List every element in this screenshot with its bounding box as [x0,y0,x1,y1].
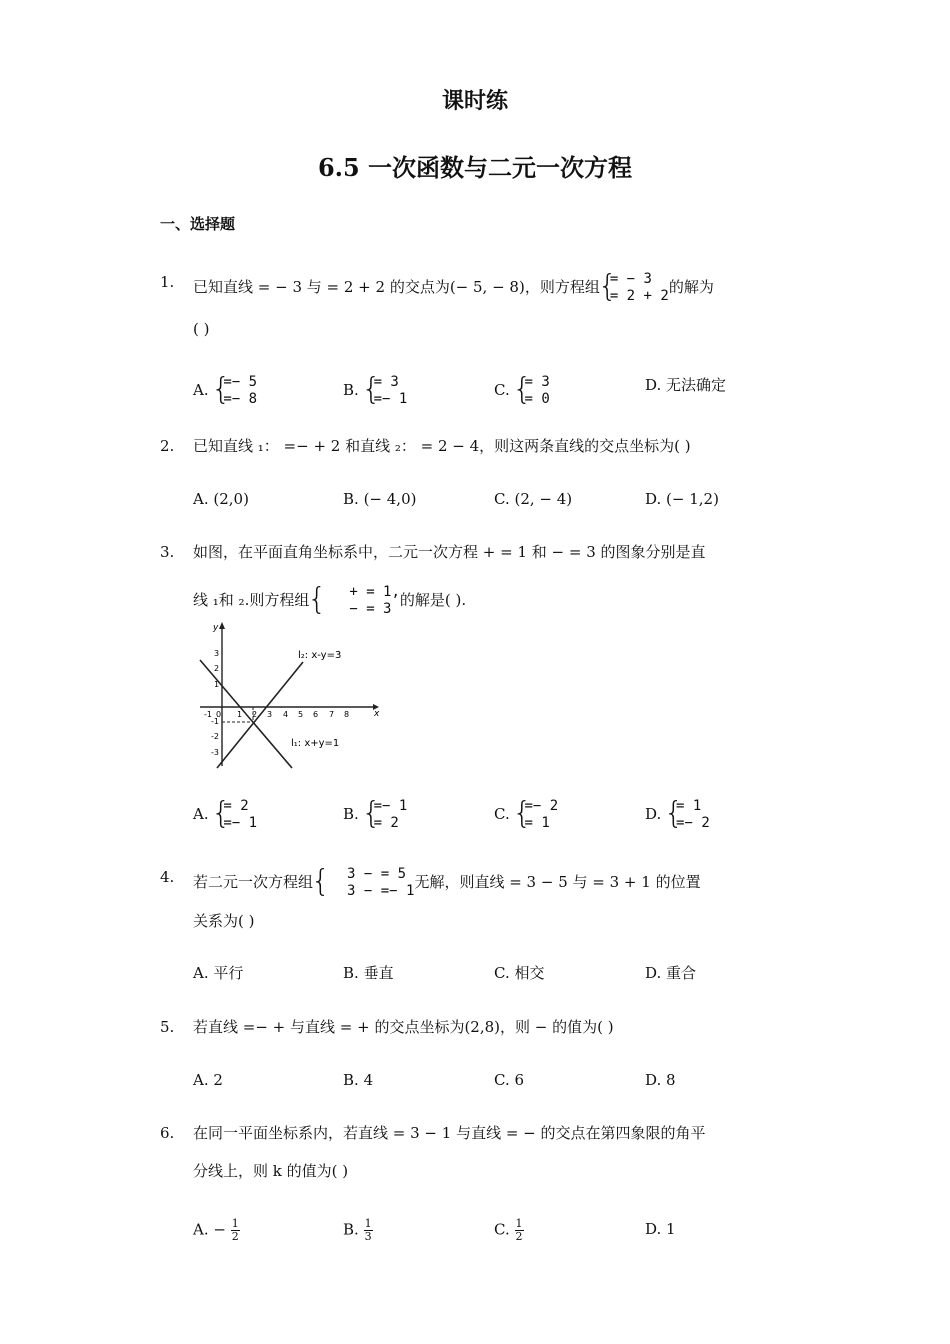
fraction: $\frac{1}{3}$ [364,1217,372,1243]
question-1-line-1: 已知直线 = − 3 与 = 2 + 2 的交点为(− 5, − 8)，则方程组 { = − 3 = 2 + 2 的解为 [193,271,714,305]
y-tick: 1 [214,680,220,689]
option-a[interactable]: A. { =− 5 =− 8 [193,374,257,408]
l1-label: l₁: x+y=1 [291,738,340,749]
equation-system: { = 3 =− 1 [364,374,408,408]
option-a[interactable]: A. { = 2 =− 1 [193,798,257,832]
x-tick: 0 [216,710,222,719]
x-ticks [204,710,349,719]
x-tick: 8 [344,710,350,719]
option-d[interactable]: D. 1 [645,1220,676,1238]
y-tick: -3 [211,748,219,757]
option-b[interactable]: B. { = 3 =− 1 [343,374,407,408]
question-4-line-2: 关系为( ) [193,912,255,930]
question-5-line-1: 若直线 =− + 与直线 = + 的交点坐标为(2,8)，则 − 的值为( ) [193,1018,614,1036]
section-heading: 一、选择题 [160,215,236,233]
x-tick: 5 [298,710,304,719]
option-a[interactable]: A. (2,0) [193,490,249,508]
y-tick: 2 [214,664,220,673]
coordinate-graph [195,620,380,770]
question-number: 6. [160,1124,175,1142]
x-tick: 2 [252,710,258,719]
x-axis-label: x [374,709,380,719]
option-c[interactable]: C. 6 [494,1071,525,1089]
question-3-line-1: 如图，在平面直角坐标系中，二元一次方程 + = 1 和 − = 3 的图象分别是直 [193,543,706,561]
equation-system: { + = 1, − = 3 [309,584,400,618]
equation-system: { = 2 =− 1 [213,798,257,832]
equation-system: { =− 1 = 2 [364,798,408,832]
line-l2 [217,662,303,768]
question-3-line-2: 线 ₁和 ₂.则方程组 { + = 1, − = 3 的解是( ). [193,584,466,618]
option-b[interactable]: B. (− 4,0) [343,490,417,508]
y-tick: -1 [211,717,219,726]
question-number: 4. [160,868,175,886]
option-b[interactable]: B. $\frac{1}{3}$ [343,1217,372,1243]
option-b[interactable]: B. 垂直 [343,964,394,982]
x-tick: 3 [267,710,273,719]
question-2-line-1: 已知直线 ₁： =− + 2 和直线 ₂： = 2 − 4，则这两条直线的交点坐标为( ) [193,437,691,455]
option-a[interactable]: A. − $\frac{1}{2}$ [193,1217,239,1243]
fraction: $\frac{1}{2}$ [515,1217,523,1243]
question-1-line-2: ( ) [193,320,210,338]
equation-system: { =− 5 =− 8 [213,374,257,408]
equation-system: { = 1 =− 2 [666,798,710,832]
x-tick: -1 [204,710,212,719]
option-d[interactable]: D. 重合 [645,964,697,982]
option-a[interactable]: A. 2 [193,1071,223,1089]
x-tick: 7 [329,710,335,719]
y-axis-label: y [213,623,219,633]
question-6-line-2: 分线上，则 k 的值为( ) [193,1162,349,1180]
option-d[interactable]: D. (− 1,2) [645,490,719,508]
y-tick: 3 [214,649,220,658]
option-b[interactable]: B. { =− 1 = 2 [343,798,407,832]
question-number: 2. [160,437,175,455]
y-tick: -2 [211,732,219,741]
equation-system: { = − 3 = 2 + 2 [600,271,669,305]
y-axis-arrow [219,622,225,629]
equation-system: { = 3 = 0 [515,374,550,408]
l2-label: l₂: x-y=3 [298,650,342,661]
question-number: 3. [160,543,175,561]
equation-system: { 3 − = 5 3 − =− 1 [313,866,414,900]
x-tick: 4 [283,710,289,719]
option-c[interactable]: C. (2, − 4) [494,490,573,508]
option-d[interactable]: D. 无法确定 [645,376,727,394]
question-6-line-1: 在同一平面坐标系内，若直线 = 3 − 1 与直线 = − 的交点在第四象限的角平 [193,1124,706,1142]
option-d[interactable]: D. 8 [645,1071,676,1089]
option-a[interactable]: A. 平行 [193,964,244,982]
option-c[interactable]: C. $\frac{1}{2}$ [494,1217,523,1243]
question-4-line-1: 若二元一次方程组 { 3 − = 5 3 − =− 1 无解，则直线 = 3 − 5 与 = 3 + 1 的位置 [193,866,701,900]
x-tick: 6 [313,710,319,719]
page-subtitle: 6.5 一次函数与二元一次方程 [317,153,633,182]
question-number: 1. [160,273,175,291]
page-title: 课时练 [441,88,508,114]
equation-system: { =− 2 = 1 [515,798,559,832]
option-c[interactable]: C. 相交 [494,964,545,982]
option-d[interactable]: D. { = 1 =− 2 [645,798,710,832]
option-c[interactable]: C. { = 3 = 0 [494,374,550,408]
fraction: $\frac{1}{2}$ [231,1217,239,1243]
x-tick: 1 [237,710,243,719]
y-ticks [211,649,222,757]
option-c[interactable]: C. { =− 2 = 1 [494,798,558,832]
question-number: 5. [160,1018,175,1036]
option-b[interactable]: B. 4 [343,1071,374,1089]
